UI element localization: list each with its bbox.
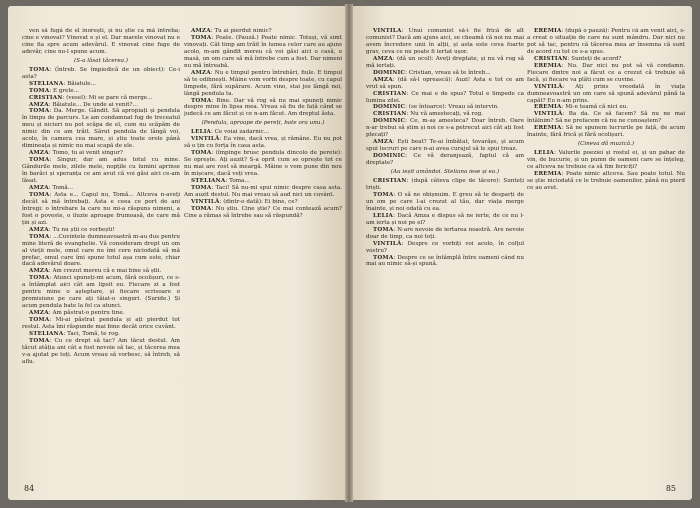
speaker-name: AMZA xyxy=(191,28,211,34)
line-text: Taci, Tomă, te rog. xyxy=(67,330,120,337)
dialogue-line xyxy=(22,28,180,56)
dialogue-line: TOMA: Bine. Dar vă rog să nu mai spuneți nimic despre mine în lipsa mea. Vreau să fiu de față când se judecă ce am făcut și ce n-am făcut. Am dreptul ăsta. xyxy=(184,97,342,118)
dialogue-line: VINTILĂ: Ați prins vreodată în viața dumneavoastră un om care să spună adevărul până la capăt? Eu n-am prins. xyxy=(527,83,685,104)
speaker-name: STELIANA xyxy=(29,330,64,337)
line-text: Mi-e teamă că nici eu. xyxy=(565,104,629,111)
left-page-column-2 xyxy=(184,28,342,466)
speaker-name: TOMA xyxy=(29,191,50,198)
speaker-name: AMZA xyxy=(29,226,49,233)
line-text: (Pendula, aproape de pereți, bate ora unu.) xyxy=(201,120,325,127)
right-page xyxy=(353,6,692,500)
line-text: (Au ieșit amândoi. Steliana iese și ea.) xyxy=(390,169,500,176)
speaker-name: VINTILĂ xyxy=(373,240,402,247)
stage-direction xyxy=(22,58,180,65)
line-text: Am crezut mereu că e mai bine să știi. xyxy=(52,268,162,275)
speaker-name: AMZA xyxy=(29,101,49,108)
line-text: Poate nimic altceva. Sau poate totul. Nu se știe niciodată ce le trebuie oamenilor, până nu pierd ce au avut. xyxy=(527,171,685,191)
line-text: (dă să-l oprească): Auzi! Asta e tot ce am vrut să spun. xyxy=(366,76,524,90)
speaker-name: AMZA xyxy=(29,268,49,275)
dialogue-line: AMZA: Tomo, tu ai venit singur? xyxy=(29,150,123,157)
dialogue-line: TOMA: Cu ce drept să tac? Am tăcut destul. Am tăcut atâția ani cât a fost nevoie să tac, și tăcerea mea v-a ajutat pe toți. Acum vreau să vorbesc, să întreb, să aflu. xyxy=(22,337,180,365)
dialogue-line: VINTILĂ: Ba da. Ce să facem? Să nu ne mai întâlnim? Să ne prefacem că nu ne cunoaștem? xyxy=(527,111,685,125)
speaker-name: TOMA xyxy=(29,66,50,73)
speaker-name: CRISTIAN xyxy=(373,111,407,118)
dialogue-line: DOMINIC: Ce vă deranjează, faptul că am dreptate? xyxy=(366,153,524,167)
line-text: Dacă Amza e dispus să ne ierte, de ce nu l-am ierta și noi pe el? xyxy=(366,212,524,226)
dialogue-line: VINTILĂ: Ea vine, dacă vrea, și rămâne. Eu nu pot să o țin cu forța în casa asta. xyxy=(184,136,342,150)
speaker-name: VINTILĂ xyxy=(534,83,563,90)
dialogue-line: TOMA: ...Cuvintele dumneavoastră m-au dus pentru mine literă de evanghelie. Vă consideram drept un om al vieții mele, omul care nu îmi cere niciodată să mă prefac, omul care îmi spune totul așa cum este, chiar dacă adevărul doare. xyxy=(22,233,180,268)
dialogue-line: TOMA: (întreb. Se împiedică de un obiect): Ce-i asta? xyxy=(22,66,180,80)
speaker-name: AMZA xyxy=(373,139,393,146)
speaker-name: LELIA xyxy=(191,129,212,136)
line-text: ...Cuvintele dumneavoastră m-au dus pentru mine literă de evanghelie. Vă consideram drept un om al vieții mele, omul care nu îmi cere niciodată să mă prefac, omul care îmi spune totul așa cum este, chiar dacă adevărul doare. xyxy=(22,233,180,268)
line-text: Ce, m-aș amesteca? Doar întreb. Oare n-ar trebui să știm și noi ce s-a petrecut aici cât ați fost plecați? xyxy=(366,118,524,139)
line-text: Nu știu. Cine știe? Ce mai contează acum? Cine a rămas să întrebe sau să răspundă? xyxy=(184,205,342,219)
line-text: (se întoarce): Vreau să intervin. xyxy=(408,104,499,111)
line-text: Cu ce drept să tac? Am tăcut destul. Am tăcut atâția ani cât a fost nevoie să tac, și tăcerea mea v-a ajutat pe toți. Acum vreau să vorbesc, să întreb, să aflu. xyxy=(22,337,180,365)
speaker-name: TOMA xyxy=(29,337,50,344)
speaker-name: DOMINIC xyxy=(373,104,406,111)
line-text: Ați prins vreodată în viața dumneavoastră un om care să spună adevărul până la capăt? Eu n-am prins. xyxy=(527,83,685,104)
dialogue-line: CRISTIAN: (după câteva clipe de tăcere): Sunteți triști. xyxy=(366,178,524,191)
dialogue-line: TOMA: O să ne obișnuim. E greu să te desparți de un om pe care l-ai crezut al tău, dar viața merge înainte, și noi odată cu ea. xyxy=(366,191,524,212)
speaker-name: TOMA xyxy=(191,184,212,191)
line-text: O să ne obișnuim. E greu să te desparți de un om pe care l-ai crezut al tău, dar viața merge înainte, și noi odată cu ea. xyxy=(366,191,524,212)
speaker-name: TOMA xyxy=(29,87,50,94)
line-text: Nu. Dar nici nu pot să vă condamn. Fiecare dintre noi a făcut ce a crezut că trebuie să facă, și fiecare va plăti cum se cuvine. xyxy=(527,62,685,83)
line-text: Ea vine, dacă vrea, și rămâne. Eu nu pot să o țin cu forța în casa asta. xyxy=(184,136,342,150)
line-text: Băiatule... xyxy=(67,80,96,87)
line-text: Valurile poeziei și rostul ei, și un pahar de vin, de bucurie, și un pumn de oameni care se înțeleg, ce altceva ne trebuie ca să fim fericiți? xyxy=(527,150,685,171)
dialogue-line: EREMIA: Poate nimic altceva. Sau poate totul. Nu se știe niciodată ce le trebuie oamenilor, până nu pierd ce au avut. xyxy=(527,171,685,191)
dialogue-line: TOMA: Poate. (Pauză.) Poate nimic. Totuși, vă simt vinovați. Cât timp am trăit în lumea celor care au ajuns acolo, m-am gândit mereu că voi găsi aici o casă, o masă, un om care să mă întrebe cum a fost. Dar nimeni nu mă întreabă. xyxy=(184,34,342,69)
line-text: Ce voiai zadarnic... xyxy=(214,129,270,136)
speaker-name: AMZA xyxy=(29,184,49,191)
line-text: Nu e timpul pentru întrebări, fiule. E timpul să te odihnești. Mâine vom vorbi despre toate, cu capul limpede, fără supărare. Acum vino, stai jos lângă noi, lângă pendula ta. xyxy=(184,69,342,97)
speaker-name: TOMA xyxy=(29,108,50,115)
speaker-name: AMZA xyxy=(29,150,49,157)
dialogue-line: EREMIA: Nu. Dar nici nu pot să vă condamn. Fiecare dintre noi a făcut ce a crezut că trebuie să facă, și fiecare va plăti cum se cuvine. xyxy=(527,62,685,83)
speaker-name: EREMIA xyxy=(534,104,562,111)
left-page-number: 84 xyxy=(24,484,35,493)
dialogue-line: AMZA: Tomă... xyxy=(29,184,74,191)
dialogue-line: AMZA: (dă să-l oprească): Auzi! Asta e tot ce am vrut să spun. xyxy=(366,76,524,90)
dialogue-line: TOMA: Taci! Să nu-mi spui nimic despre casa asta. Am auzit destul. Nu mai vreau să aud nici un cuvânt. xyxy=(184,184,342,198)
dialogue-line: STELIANA: Taci, Tomă, te rog. xyxy=(29,330,120,337)
dialogue-line: DOMINIC: (se întoarce): Vreau să intervin. xyxy=(373,104,499,111)
speaker-name: LELIA xyxy=(373,212,394,219)
speaker-name: CRISTIAN xyxy=(373,90,407,97)
line-text: Taci! Să nu-mi spui nimic despre casa asta. Am auzit destul. Nu mai vreau să aud nici un cuvânt. xyxy=(184,184,342,198)
line-text: Ba da. Ce să facem? Să nu ne mai întâlnim? Să ne prefacem că nu ne cunoaștem? xyxy=(527,111,685,125)
line-text: Singur, dar am adus totul cu mine. Gândurile mele, zilele mele, nopțile cu lumini aprinse în barăci și speranța ce am avut că voi găsi aici ce-am lăsat. xyxy=(22,157,180,185)
speaker-name: TOMA xyxy=(373,254,394,261)
right-page-column-1 xyxy=(366,28,524,466)
book-spine xyxy=(345,4,353,502)
line-text: Atunci spuneți-mi acum, fără ocolișuri, ce s-a întâmplat aici cât am lipsit eu. Fiecare zi a fost pentru mine o așteptare, și fiecare scrisoare o promisiune pe care ați tăiat-o singuri. (Suride.) Și acum pendula bate la fel ca atunci. xyxy=(22,275,180,310)
speaker-name: TOMA xyxy=(29,157,50,164)
speaker-name: TOMA xyxy=(29,233,50,240)
dialogue-line: TOMA: Nu știu. Cine știe? Ce mai contează acum? Cine a rămas să întrebe sau să răspundă? xyxy=(184,205,342,219)
speaker-name: VINTILĂ xyxy=(373,28,402,34)
stage-direction xyxy=(366,169,524,176)
stage-direction xyxy=(184,120,342,127)
dialogue-line: EREMIA: Să ne spunem lucrurile pe față, de acum înainte, fără frică și fără ocolișuri. xyxy=(527,125,685,139)
speaker-name: EREMIA xyxy=(534,125,562,132)
dialogue-line: AMZA: Ești beat? Te-ai îmbătat, tovarășe, și acum spui lucruri pe care n-ai avea curajul să le spui treaz. xyxy=(366,139,524,153)
line-text: Tu ai pierdut nimic? xyxy=(214,28,272,34)
dialogue-line: TOMA: E grele... xyxy=(29,87,79,94)
speaker-name: STELIANA xyxy=(191,178,226,185)
dialogue-line: AMZA: Nu e timpul pentru întrebări, fiule. E timpul să te odihnești. Mâine vom vorbi despre toate, cu capul limpede, fără supărare. Acum vino, stai jos lângă noi, lângă pendula ta. xyxy=(184,69,342,97)
speaker-name: AMZA xyxy=(373,55,393,62)
speaker-name: VINTILĂ xyxy=(191,198,220,205)
line-text: ven să fugă de el inorești, și nu știe ca mă întreba; cine e vinovat? Vinovat e și el. Dar marele vinovat nu e cine fia spre acum adevărul. E vinovat cine fuge de adevăr, cine nu-l spune acum. xyxy=(22,28,180,55)
left-page xyxy=(8,6,345,500)
line-text: Da. Merge. Gândit. Să apropiați și pendula în timpu de parcurs. Le am condamnat fug de treceatul meu și nicieri nu pot scăpa de el, cum nu scăpăm de nimic din ce am trăit. Sărut pendula de lângă voi, acolo, în camera cea mare, și știu toate orele până dimineața și nimic nu mai scapă de ele. xyxy=(22,108,180,150)
line-text: N-are nevoie de iertarea noastră. Are nevoie doar de timp, ca noi toți. xyxy=(366,226,524,240)
speaker-name: TOMA xyxy=(373,191,394,198)
line-text: Ești beat? Te-ai îmbătat, tovarășe, și acum spui lucruri pe care n-ai avea curajul să le spui treaz. xyxy=(366,139,524,153)
dialogue-line: LELIA: Valurile poeziei și rostul ei, și un pahar de vin, de bucurie, și un pumn de oameni care se înțeleg, ce altceva ne trebuie ca să fim fericiți? xyxy=(527,150,685,171)
line-text: (dă un ocol): Aveți dreptate, și nu vă rog să mă iertați. xyxy=(366,55,524,69)
line-text: (întreb. Se împiedică de un obiect): Ce-i asta? xyxy=(22,66,180,80)
left-page-column-1 xyxy=(22,28,180,466)
speaker-name: AMZA xyxy=(373,76,393,83)
dialogue-line: AMZA: (dă un ocol): Aveți dreptate, și nu vă rog să mă iertați. xyxy=(366,55,524,69)
line-text: Băiatule... De unde ai venit?... xyxy=(52,101,138,108)
speaker-name: DOMINIC xyxy=(373,69,406,76)
speaker-name: STELIANA xyxy=(29,80,64,87)
dialogue-line: LELIA: Dacă Amza e dispus să ne ierte, de ce nu l-am ierta și noi pe el? xyxy=(366,212,524,226)
speaker-name: TOMA xyxy=(191,97,212,104)
dialogue-line: STELIANA: Toma... xyxy=(191,178,250,185)
speaker-name: AMZA xyxy=(191,69,211,76)
line-text: Ce mai e de spus? Totul e limpede ca lumina zilei. xyxy=(366,90,524,104)
speaker-name: TOMA xyxy=(373,226,394,233)
dialogue-line: VINTILĂ: (dintr-o dată): Ei bine, ce? xyxy=(191,198,298,205)
dialogue-line: CRISTIAN: Nu vă amestecați, vă rog. xyxy=(373,111,483,118)
line-text: (dintr-o dată): Ei bine, ce? xyxy=(223,198,298,205)
line-text: Bine. Dar vă rog să nu mai spuneți nimic despre mine în lipsa mea. Vreau să fiu de față când se judecă ce am făcut și ce n-am făcut. Am dreptul ăsta. xyxy=(184,97,342,118)
line-text: (vesel): Mi se pare că merge... xyxy=(66,94,153,101)
speaker-name: TOMA xyxy=(191,150,212,157)
speaker-name: VINTILĂ xyxy=(534,111,563,118)
line-text: (împinge brusc pendula dincolo de perete): Se oprește. Ați auzit? S-a oprit cum se oprește tot ce nu mai are rost să meargă. Mâine o vom pune din nou în mișcare, dacă veți vrea. xyxy=(184,150,342,178)
speaker-name: TOMA xyxy=(29,275,50,282)
speaker-name: EREMIA xyxy=(534,62,562,69)
dialogue-line: AMZA: Am păstrat-o pentru tine. xyxy=(29,310,125,317)
dialogue-line: TOMA: Singur, dar am adus totul cu mine. Gândurile mele, zilele mele, nopțile cu lumini aprinse în barăci și speranța ce am avut că voi găsi aici ce-am lăsat. xyxy=(22,157,180,185)
dialogue-line: TOMA: Asta e... Capul nu, Tomă... Altceva n-aveți decât să mă întrebați. Asta e ceea ce port de ani întregi: o întrebare la care nu mi-a răspuns nimeni, a fost o poveste, o iluzie aproape frumoasă, de care mă țin și azi. xyxy=(22,191,180,226)
speaker-name: TOMA xyxy=(29,317,50,324)
dialogue-line: TOMA: Despre ce se întâmplă între oameni când nu mai au nimic să-și spună. xyxy=(366,254,524,268)
line-text: (S-a lăsat tăcerea.) xyxy=(74,57,128,64)
line-text: Mi-ai păstrat pendula și ați pierdut tot restul. Asta îmi răspunde mai bine decât orice cuvânt. xyxy=(22,317,180,331)
line-text: Tomo, tu ai venit singur? xyxy=(52,150,123,157)
line-text: (după o pauză): Pentru că am venit aici, s-a creat o situație de care nu sunt mândru. Dar nici nu pot să tac, pentru că tăcerea mea ar însemna că sunt de acord cu tot ce s-a spus. xyxy=(527,28,685,55)
line-text: Asta e... Capul nu, Tomă... Altceva n-aveți decât să mă întrebați. Asta e ceea ce port de ani întregi: o întrebare la care nu mi-a răspuns nimeni, a fost o poveste, o iluzie aproape frumoasă, de care mă țin și azi. xyxy=(22,191,180,226)
dialogue-line: AMZA: Tu nu știi ce vorbești! xyxy=(29,226,115,233)
line-text: (după câteva clipe de tăcere): Sunteți triști. xyxy=(366,178,524,191)
right-page-number: 85 xyxy=(665,484,676,493)
dialogue-line: TOMA: (împinge brusc pendula dincolo de perete): Se oprește. Ați auzit? S-a oprit cum se oprește tot ce nu mai are rost să meargă. Mâine o vom pune din nou în mișcare, dacă veți vrea. xyxy=(184,150,342,178)
dialogue-line: LELIA: Ce voiai zadarnic... xyxy=(191,129,270,136)
speaker-name: DOMINIC xyxy=(373,153,406,160)
speaker-name: CRISTIAN xyxy=(373,178,407,185)
speaker-name: CRISTIAN xyxy=(29,94,63,101)
speaker-name: VINTILĂ xyxy=(191,136,220,143)
dialogue-line: CRISTIAN: Sunteți de acord? xyxy=(534,55,622,62)
speaker-name: EREMIA xyxy=(534,171,562,178)
dialogue-line: CRISTIAN: (vesel): Mi se pare că merge... xyxy=(29,94,153,101)
line-text: Cristian, vreau să te întreb... xyxy=(408,69,491,76)
dialogue-line: STELIANA: Băiatule... xyxy=(29,80,96,87)
line-text: E grele... xyxy=(53,87,79,94)
line-text: Despre ce vorbiți voi acolo, în colțul vostru? xyxy=(366,240,524,254)
dialogue-line: TOMA: N-are nevoie de iertarea noastră. Are nevoie doar de timp, ca noi toți. xyxy=(366,226,524,240)
line-text: Unui comunist să-i fie frică de alt comunist? Dacă am ajuns aici, se cheamă că noi nu mai avem încredere unii în alții, și asta este ceva foarte grav, ceva ce nu poate fi iertat ușor. xyxy=(366,28,524,55)
dialogue-line: TOMA: Da. Merge. Gândit. Să apropiați și pendula în timpu de parcurs. Le am condamnat fug de treceatul meu și nicieri nu pot scăpa de el, cum nu scăpăm de nimic din ce am trăit. Sărut pendula de lângă voi, acolo, în camera cea mare, și știu toate orele până dimineața și nimic nu mai scapă de ele. xyxy=(22,108,180,150)
line-text: Despre ce se întâmplă între oameni când nu mai au nimic să-și spună. xyxy=(366,254,524,268)
dialogue-line: DOMINIC: Cristian, vreau să te întreb... xyxy=(373,69,491,76)
speaker-name: LELIA xyxy=(534,150,555,157)
speaker-name: CRISTIAN xyxy=(534,55,568,62)
dialogue-line: EREMIA: Mi-e teamă că nici eu. xyxy=(534,104,629,111)
dialogue-line: AMZA: Am crezut mereu că e mai bine să știi. xyxy=(29,268,162,275)
dialogue-line: AMZA: Băiatule... De unde ai venit?... xyxy=(29,101,138,108)
line-text: Nu vă amestecați, vă rog. xyxy=(410,111,483,118)
line-text: Poate. (Pauză.) Poate nimic. Totuși, vă simt vinovați. Cât timp am trăit în lumea celor care au ajuns acolo, m-am gândit mereu că voi găsi aici o casă, o masă, un om care să mă întrebe cum a fost. Dar nimeni nu mă întreabă. xyxy=(184,34,342,69)
dialogue-line: VINTILĂ: Despre ce vorbiți voi acolo, în colțul vostru? xyxy=(366,240,524,254)
speaker-name: DOMINIC xyxy=(373,118,406,125)
dialogue-line: TOMA: Mi-ai păstrat pendula și ați pierdut tot restul. Asta îmi răspunde mai bine decât orice cuvânt. xyxy=(22,317,180,331)
line-text: Tu nu știi ce vorbești! xyxy=(52,226,115,233)
dialogue-line: VINTILĂ: Unui comunist să-i fie frică de alt comunist? Dacă am ajuns aici, se cheamă că noi nu mai avem încredere unii în alții, și asta este ceva foarte grav, ceva ce nu poate fi iertat ușor. xyxy=(366,28,524,55)
speaker-name: TOMA xyxy=(191,34,212,41)
dialogue-line: TOMA: Atunci spuneți-mi acum, fără ocolișuri, ce s-a întâmplat aici cât am lipsit eu. Fiecare zi a fost pentru mine o așteptare, și fiecare scrisoare o promisiune pe care ați tăiat-o singuri. (Suride.) Și acum pendula bate la fel ca atunci. xyxy=(22,275,180,310)
speaker-name: TOMA xyxy=(191,205,212,212)
line-text: Ce vă deranjează, faptul că am dreptate? xyxy=(366,153,524,167)
dialogue-line: AMZA: Tu ai pierdut nimic? xyxy=(191,28,272,34)
line-text: Tomă... xyxy=(52,184,74,191)
right-page-column-2 xyxy=(527,28,685,466)
line-text: Sunteți de acord? xyxy=(571,55,622,62)
dialogue-line: CRISTIAN: Ce mai e de spus? Totul e limpede ca lumina zilei. xyxy=(366,90,524,104)
line-text: Să ne spunem lucrurile pe față, de acum înainte, fără frică și fără ocolișuri. xyxy=(527,125,685,139)
dialogue-line: DOMINIC: Ce, m-aș amesteca? Doar întreb. Oare n-ar trebui să știm și noi ce s-a petrecut aici cât ați fost plecați? xyxy=(366,118,524,139)
line-text: (Cineva dă muzică.) xyxy=(577,141,635,148)
dialogue-line: EREMIA: (după o pauză): Pentru că am venit aici, s-a creat o situație de care nu sunt mândru. Dar nici nu pot să tac, pentru că tăcerea mea ar însemna că sunt de acord cu tot ce s-a spus. xyxy=(527,28,685,55)
stage-direction xyxy=(527,141,685,148)
speaker-name: AMZA xyxy=(29,310,49,317)
line-text: Toma... xyxy=(229,178,250,185)
line-text: Am păstrat-o pentru tine. xyxy=(52,310,125,317)
speaker-name: EREMIA xyxy=(534,28,562,34)
